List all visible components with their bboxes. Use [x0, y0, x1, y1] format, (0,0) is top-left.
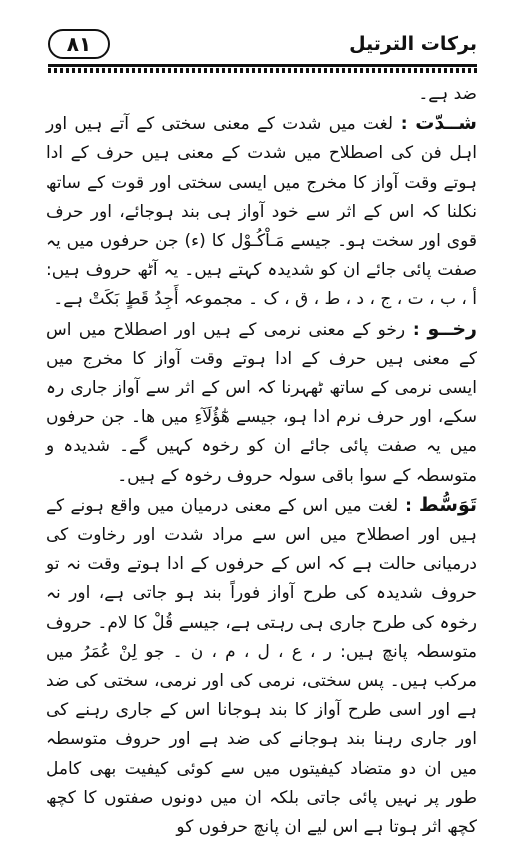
term-heading: رخــو: [427, 317, 477, 340]
term-heading: تَوَسُّط: [418, 493, 477, 516]
paragraph-tawassut: تَوَسُّط : لغت میں اس کے معنی درمیان میں واقع ہونے کے ہیں اور اصطلاح میں اس سے مراد شدت اور رخاوت کی درمیانی حالت ہے کہ اس کے حرفوں کے ادا ہوتے وقت نہ تو حروف شدیدہ کی طرح آواز فوراً بند ہو جاتی ہے، اور نہ رخوہ کی طرح جاری ہی رہتی ہے، جیسے قُلْ کا لام۔ حروف متوسطہ پانچ ہیں: ر ، ع ، ل ، م ، ن ۔ جو لِنْ عُمَرُ میں مرکب ہیں۔ پس سختی، نرمی کی اور نرمی، سختی کی ضد ہے اور اسی طرح آواز کا بند ہوجانا اس کے جاری رہنے کی اور جاری رہنا بند ہوجانے کی ضد ہے اور حروف متوسطہ میں ان دو متضاد کیفیتوں میں سے کوئی کیفیت بھی کامل طور پر نہیں پائی جاتی بلکہ ان میں دونوں صفتوں کا کچھ کچھ اثر ہوتا ہے اس لیے ان پانچ حرفوں کو: [46, 493, 477, 838]
header-rule: [48, 64, 477, 67]
paragraph-text: لغت میں شدت کے معنی سختی کے آتے ہیں اور اہل فن کی اصطلاح میں شدت کے معنی ہیں حرف کے ادا ہوتے وقت آواز کا مخرج میں ایسی سختی اور قوت کے ساتھ نکلنا کہ اس کے اثر سے خود آواز ہی بند ہوجائے، اور حرف قوی اور سخت ہو۔ جیسے مَـاْکُـوْل کا (ء) جن حرفوں میں یہ صفت پائی جائے ان کو شدیدہ کہتے ہیں۔ یہ آٹھ حروف ہیں: أ ، ب ، ت ، ج ، د ، ط ، ق ، ک ۔ مجموعہ أَجِدُ قَطٍ بَکَتْ ہے۔: [46, 114, 477, 310]
term-heading: شــدّت: [415, 112, 477, 135]
paragraph-continuation: [46, 80, 477, 109]
paragraph-text: رخو کے معنی نرمی کے ہیں اور اصطلاح میں اس کے معنی ہیں حرف کے ادا ہوتے وقت آواز کا مخرج میں ایسی نرمی کے ساتھ ٹھہرنا کہ اس کے اثر سے آواز جاری رہ سکے، اور حرف نرم ادا ہو، جیسے ھٰٓؤُلَآءِ میں ھا۔ جن حرفوں میں یہ صفت پائی جائے ان کو رخوہ کہیں گے۔ شدیدہ و متوسطہ کے سوا باقی سولہ حروف رخوہ کے ہیں۔: [46, 319, 477, 486]
paragraph-text: لغت میں اس کے معنی درمیان میں واقع ہونے کے ہیں اور اصطلاح میں اس سے مراد شدت اور رخاوت کی درمیانی حالت ہے کہ اس کے حرفوں کے ادا ہوتے وقت نہ تو حروف شدیدہ کی طرح آواز فوراً بند ہو جاتی ہے، اور نہ رخوہ کی طرح جاری ہی رہتی ہے، جیسے قُلْ کا لام۔ حروف متوسطہ پانچ ہیں: ر ، ع ، ل ، م ، ن ۔ جو لِنْ عُمَرُ میں مرکب ہیں۔ پس سختی، نرمی کی اور نرمی، سختی کی ضد ہے اور اسی طرح آواز کا بند ہوجانا اس کے جاری رہنے کی اور جاری رہنا بند ہوجانے کی ضد ہے اور حروف متوسطہ میں ان دو متضاد کیفیتوں میں سے کوئی کیفیت بھی کامل طور پر نہیں پائی جاتی بلکہ ان میں دونوں صفتوں کا کچھ کچھ اثر ہوتا ہے اس لیے ان پانچ حرفوں کو: [46, 495, 477, 838]
page-body: [46, 80, 477, 838]
page-header: [48, 26, 477, 62]
running-title: بركات الترتيل: [349, 33, 477, 55]
page-number: ۸۱: [48, 29, 110, 59]
header-ornament-rule: [48, 68, 477, 73]
paragraph-shiddat: شــدّت : لغت میں شدت کے معنی سختی کے آتے ہیں اور اہل فن کی اصطلاح میں شدت کے معنی ہیں حرف کے ادا ہوتے وقت آواز کا مخرج میں ایسی سختی اور قوت کے ساتھ نکلنا کہ اس کے اثر سے خود آواز ہی بند ہوجائے، اور حرف قوی اور سخت ہو۔ جیسے مَـاْکُـوْل کا (ء) جن حرفوں میں یہ صفت پائی جائے ان کو شدیدہ کہتے ہیں۔ یہ آٹھ حروف ہیں: أ ، ب ، ت ، ج ، د ، ط ، ق ، ک ۔ مجموعہ أَجِدُ قَطٍ بَکَتْ ہے۔: [46, 112, 477, 310]
paragraph-rikhw: رخــو : رخو کے معنی نرمی کے ہیں اور اصطلاح میں اس کے معنی ہیں حرف کے ادا ہوتے وقت آواز کا مخرج میں ایسی نرمی کے ساتھ ٹھہرنا کہ اس کے اثر سے آواز جاری رہ سکے، اور حرف نرم ادا ہو، جیسے ھٰٓؤُلَآءِ میں ھا۔ جن حرفوں میں یہ صفت پائی جائے ان کو رخوہ کہیں گے۔ شدیدہ و متوسطہ کے سوا باقی سولہ حروف رخوہ کے ہیں۔: [46, 317, 477, 486]
paragraph-text: ضد ہے۔: [418, 84, 477, 104]
